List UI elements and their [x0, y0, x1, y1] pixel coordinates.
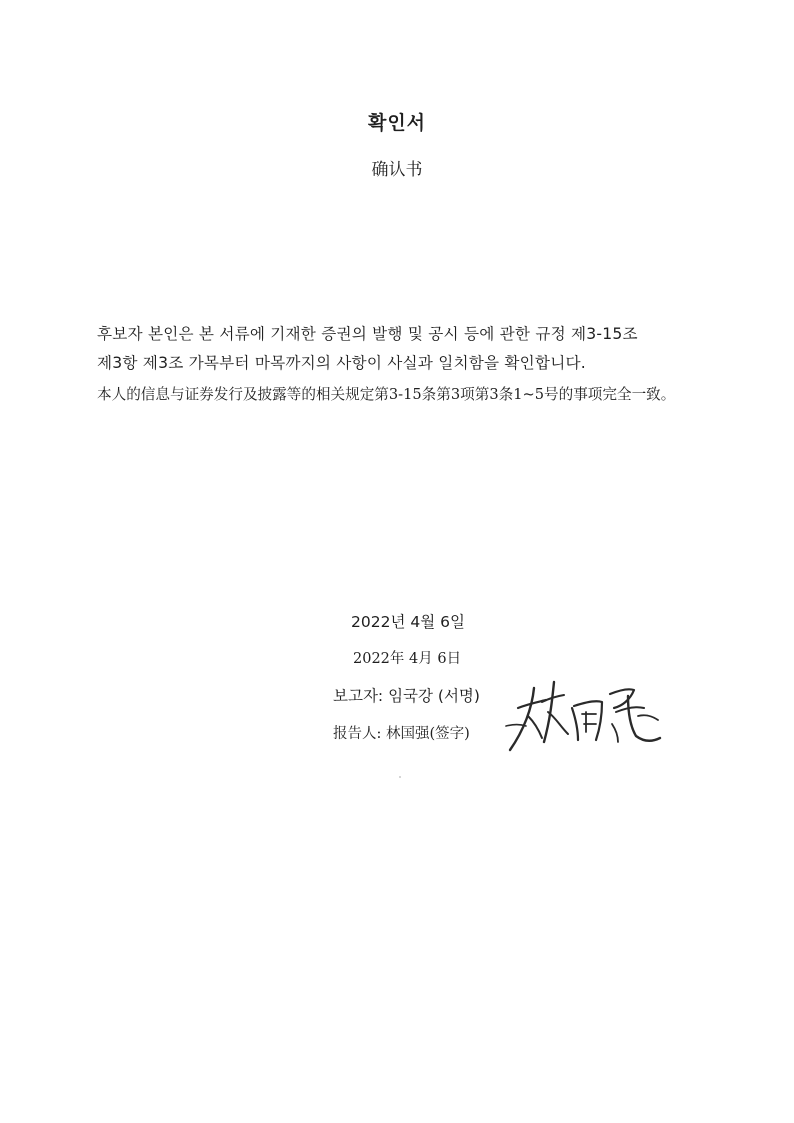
statement-chinese-line: 本人的信息与证券发行及披露等的相关规定第3-15条第3项第3条1~5号的事项完全一致。	[97, 386, 676, 403]
document-title-korean: 확인서	[367, 112, 427, 134]
scan-speck	[399, 776, 401, 778]
date-korean: 2022년 4월 6일	[351, 613, 465, 631]
date-chinese: 2022年 4月 6日	[353, 651, 462, 667]
reporter-chinese: 报告人: 林国强(签字)	[333, 726, 470, 742]
handwritten-signature	[498, 668, 668, 758]
statement-korean-line-1: 후보자 본인은 본 서류에 기재한 증권의 발행 및 공시 등에 관한 규정 제3-15조	[97, 325, 638, 343]
document-title-chinese: 确认书	[371, 160, 423, 180]
reporter-korean: 보고자: 임국강 (서명)	[333, 687, 480, 705]
statement-korean-line-2: 제3항 제3조 가목부터 마목까지의 사항이 사실과 일치함을 확인합니다.	[97, 354, 586, 372]
